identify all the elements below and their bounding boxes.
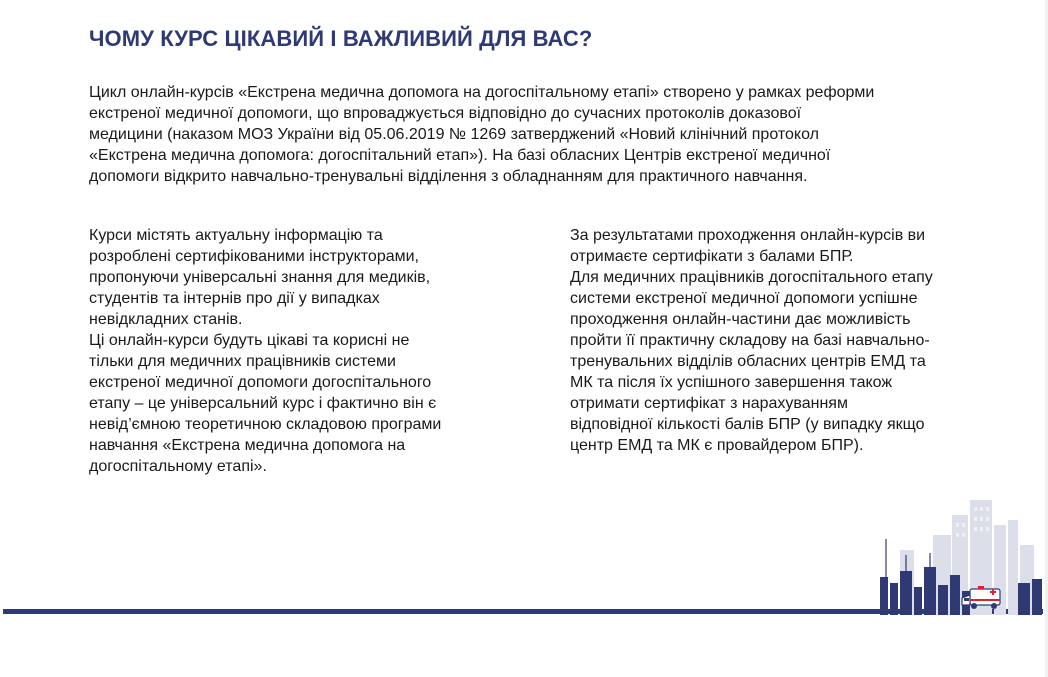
- left-column-line: догоспітальному етапі».: [89, 458, 267, 475]
- left-column-line: Курси містять актуальну інформацію та: [89, 227, 383, 244]
- right-column-line: відповідної кількості балів БПР (у випадку якщо: [570, 416, 925, 433]
- right-column-line: центр ЕМД та МК є провайдером БПР).: [570, 437, 864, 454]
- right-column-line: проходження онлайн-частини дає можливість: [570, 311, 911, 328]
- left-column-line: навчання «Екстрена медична допомога на: [89, 437, 406, 454]
- page-title: ЧОМУ КУРС ЦІКАВИЙ І ВАЖЛИВИЙ ДЛЯ ВАС?: [89, 26, 593, 51]
- left-column-line: невід’ємною теоретичною складовою програми: [89, 416, 442, 433]
- right-column-line: отримаєте сертифікати з балами БПР.: [570, 248, 854, 265]
- right-column-line: МК та після їх успішного завершення також: [570, 374, 893, 391]
- left-column-line: тільки для медичних працівників системи: [89, 353, 396, 370]
- intro-line: «Екстрена медична допомога: догоспітальний етап»). На базі обласних Центрів екстреної медичної: [89, 147, 831, 164]
- intro-paragraph: [89, 82, 989, 187]
- intro-line: екстреної медичної допомоги, що впроваджується відповідно до сучасних протоколів доказової: [89, 105, 802, 122]
- intro-line: медицини (наказом МОЗ України від 05.06.2019 № 1269 затверджений «Новий клінічний протокол: [89, 126, 819, 143]
- right-column-line: Для медичних працівників догоспітального етапу: [570, 269, 933, 286]
- left-column-line: пропонуючи універсальні знання для медиків,: [89, 269, 431, 286]
- right-column-line: пройти її практичну складову на базі навчально-: [570, 332, 930, 349]
- right-column-text: [570, 225, 933, 456]
- right-column-line: За результатами проходження онлайн-курсів ви: [570, 227, 926, 244]
- intro-line: Цикл онлайн-курсів «Екстрена медична допомога на догоспітальному етапі» створено у рамках реформи: [89, 84, 875, 101]
- right-column-line: системи екстреної медичної допомоги успішне: [570, 290, 918, 307]
- left-column-line: Ці онлайн-курси будуть цікаві та корисні не: [89, 332, 410, 349]
- city-skyline-with-ambulance-icon: [878, 495, 1044, 615]
- left-column-line: невідкладних станів.: [89, 311, 243, 328]
- right-column-line: отримати сертифікат з нарахуванням: [570, 395, 848, 412]
- intro-line: допомоги відкрито навчально-тренувальні відділення з обладнанням для практичного навчання.: [89, 168, 808, 185]
- right-column-line: тренувальних відділів обласних центрів ЕМД та: [570, 353, 926, 370]
- left-column-line: розроблені сертифікованими інструкторами,: [89, 248, 419, 265]
- left-column-text: [89, 225, 441, 477]
- left-column-line: етапу – це універсальний курс і фактично він є: [89, 395, 437, 412]
- left-column-line: екстреної медичної допомоги догоспітального: [89, 374, 432, 391]
- left-column-line: студентів та інтернів про дії у випадках: [89, 290, 380, 307]
